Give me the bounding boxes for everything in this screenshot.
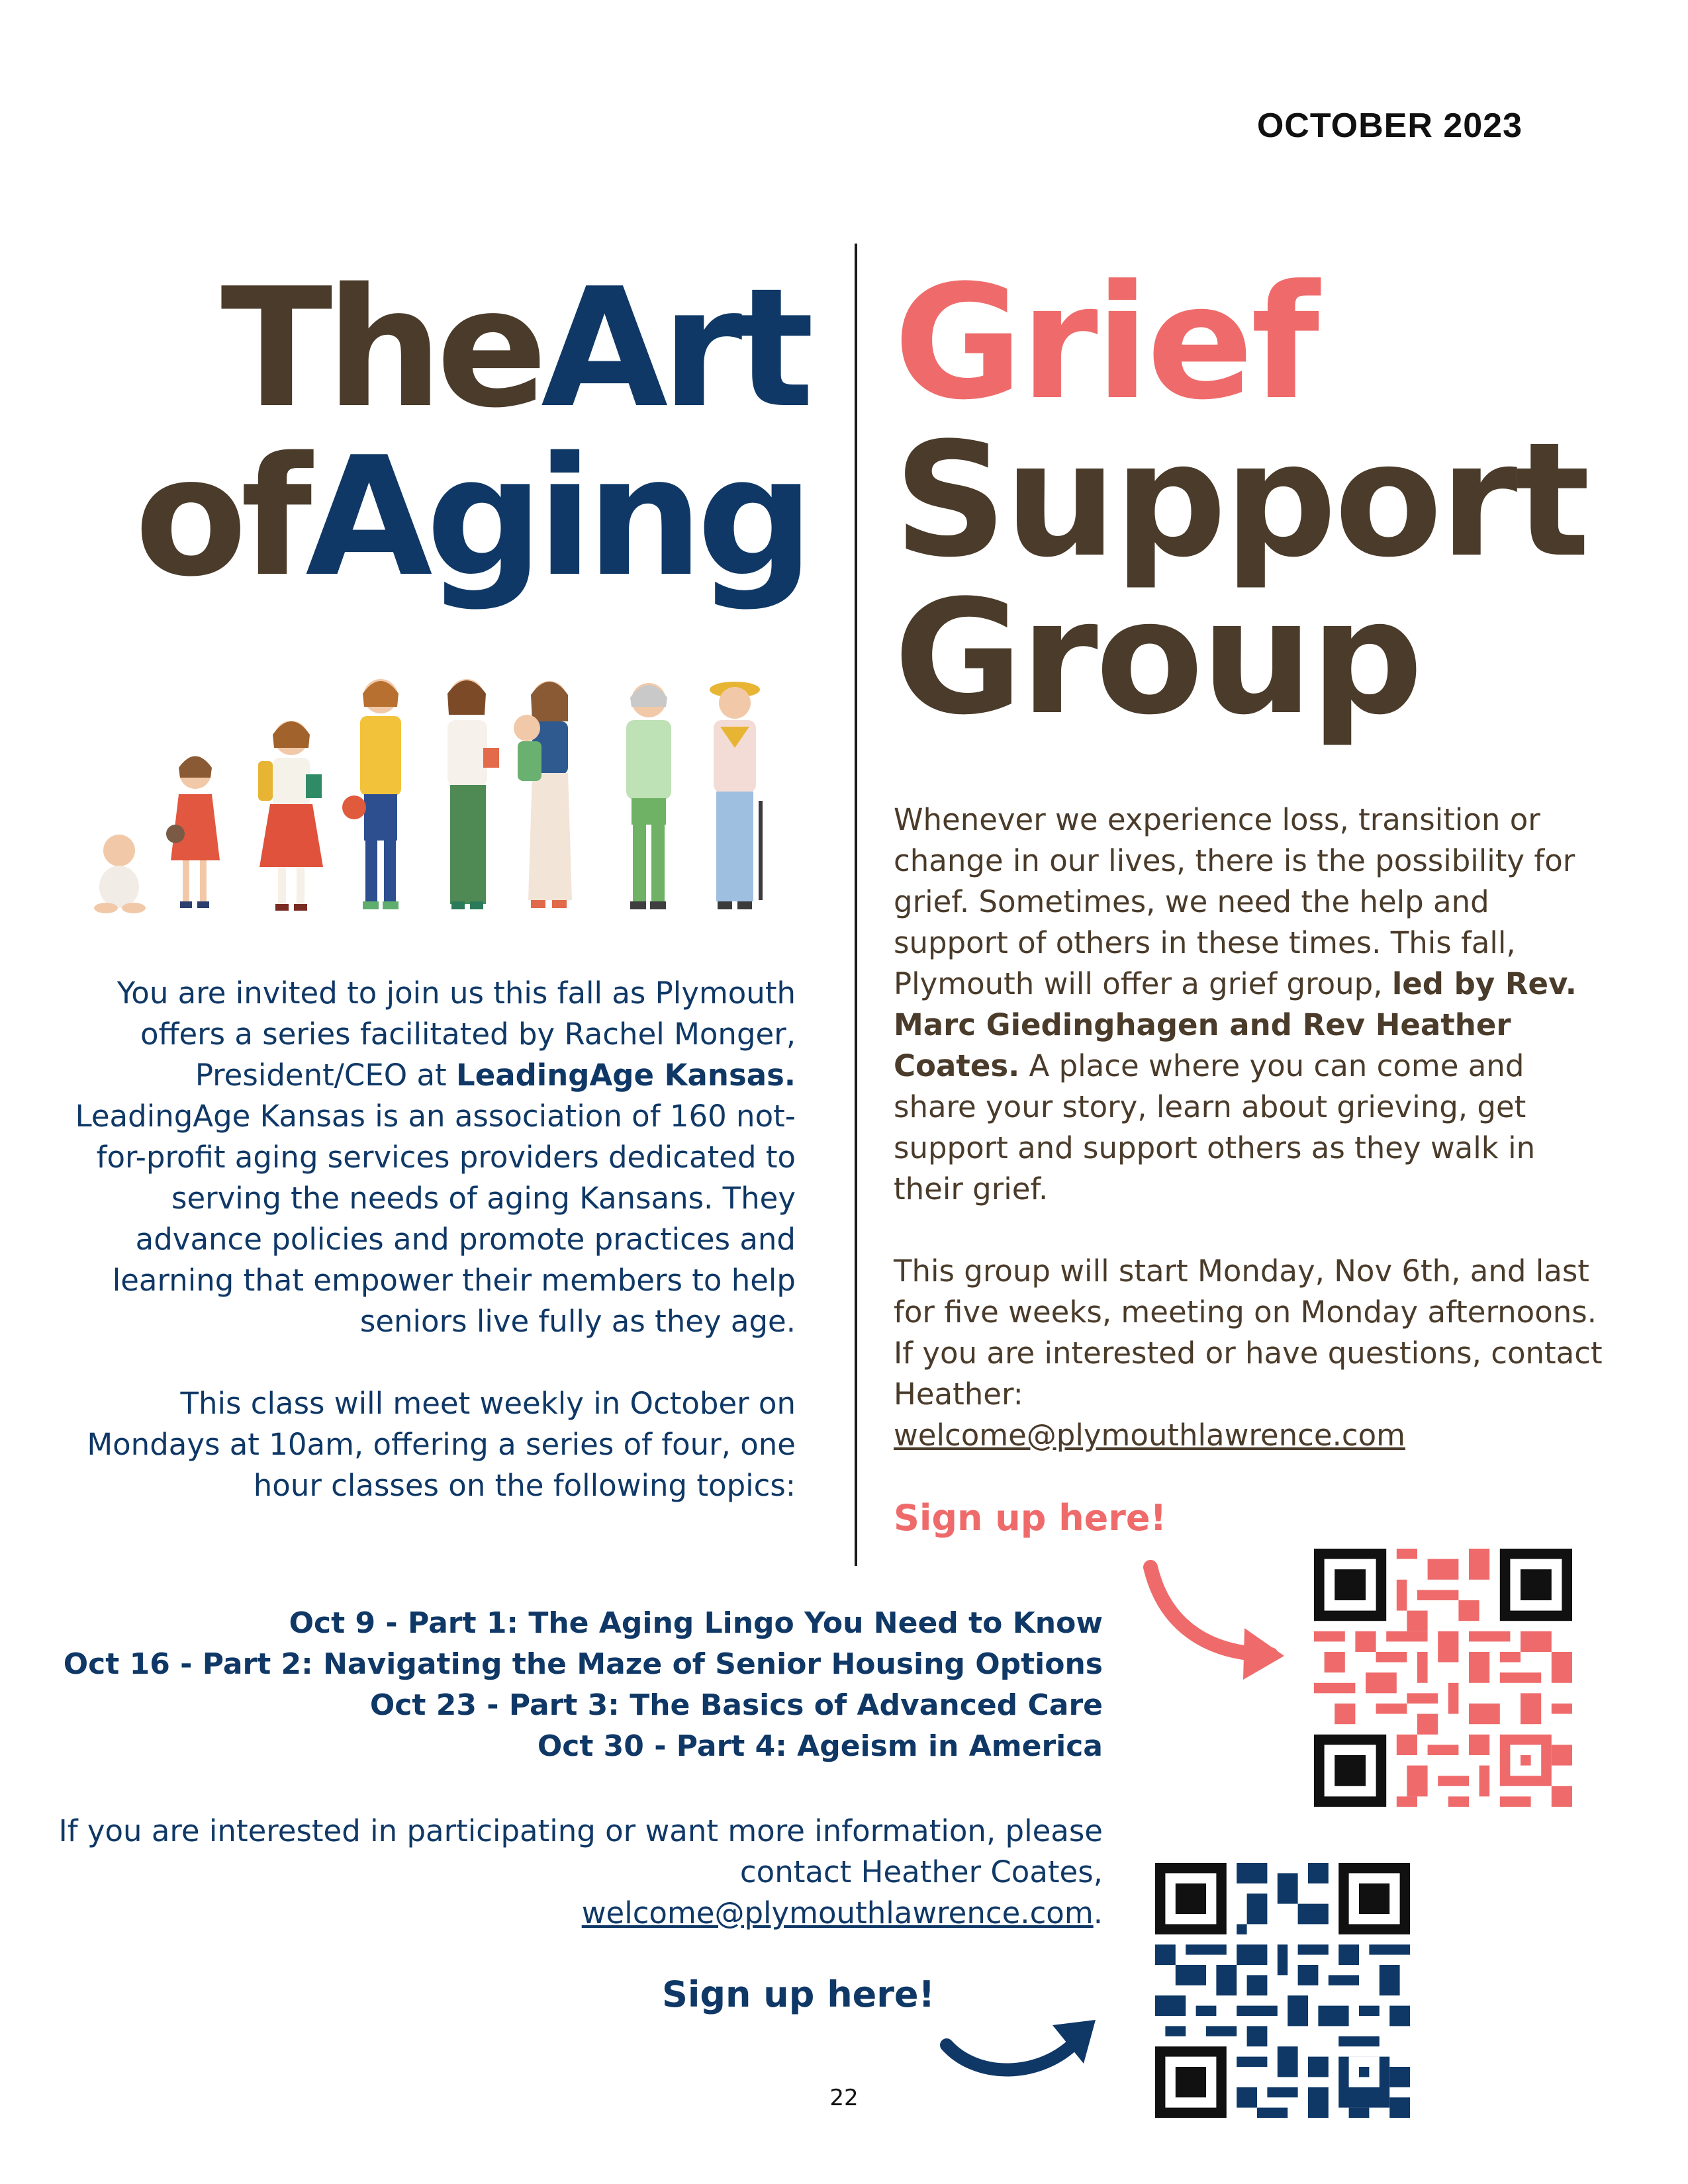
elderly-figure — [710, 682, 763, 909]
grief-text: Whenever we experience loss, transition or change in our lives, there is the possibility for grief. Sometimes, we need the help and support of others in these times. This fall, Plymouth will offer a grief group, — [894, 802, 1575, 1001]
intro-paragraph — [60, 973, 796, 1342]
topic-item: Oct 30 - Part 4: Ageism in America — [537, 1729, 1103, 1763]
teen-figure — [342, 679, 401, 909]
grief-paragraph-1 — [894, 799, 1609, 1210]
intro-text-continued: LeadingAge Kansas is an association of 160 not-for-profit aging services providers dedicated to serving the needs of aging Kansans. They advance policies and promote practices and learning that empower their members to help seniors live fully as they age. — [75, 1099, 796, 1339]
contact-text: If you are interested in participating or want more information, please contact Heather Coates, — [58, 1813, 1103, 1889]
topic-item: Oct 16 - Part 2: Navigating the Maze of Senior Housing Options — [63, 1647, 1103, 1681]
topic-item: Oct 9 - Part 1: The Aging Lingo You Need to Know — [289, 1606, 1103, 1640]
title-word-the: The — [220, 253, 541, 444]
grief-text-continued: A place where you can come and share your story, learn about grieving, get support and support others as they walk in their grief. — [894, 1048, 1536, 1206]
curved-arrow-icon — [1139, 1555, 1297, 1688]
older-adult-figure — [626, 683, 671, 909]
parent-figure — [514, 681, 572, 908]
class-topics-list — [40, 1603, 1103, 1767]
title-group: Group — [894, 567, 1421, 750]
issue-date: OCTOBER 2023 — [1256, 107, 1523, 145]
topic-item: Oct 23 - Part 3: The Basics of Advanced Care — [369, 1688, 1103, 1722]
title-word-of: of — [134, 422, 306, 613]
title-grief: Grief — [894, 251, 1317, 435]
baby-figure — [94, 835, 146, 913]
grief-email-link[interactable]: welcome@plymouthlawrence.com — [894, 1418, 1405, 1453]
grief-signup-label: Sign up here! — [894, 1497, 1167, 1539]
young-woman-figure — [447, 679, 499, 909]
column-divider — [855, 244, 857, 1566]
toddler-figure — [166, 756, 220, 909]
title-word-aging: Aging — [305, 422, 808, 613]
curved-arrow-icon — [937, 2005, 1109, 2098]
grief-paragraph-2 — [894, 1251, 1609, 1456]
art-of-aging-signup-qr-code[interactable] — [1155, 1863, 1410, 2118]
art-of-aging-body — [60, 973, 796, 1547]
contact-period: . — [1093, 1895, 1103, 1931]
grief-group-body — [894, 799, 1609, 1456]
art-of-aging-contact — [40, 1811, 1103, 1934]
page-number: 22 — [829, 2085, 859, 2111]
art-of-aging-title — [99, 253, 808, 613]
title-support: Support — [894, 409, 1588, 592]
title-word-art: Art — [541, 253, 808, 444]
intro-text: You are invited to join us this fall as Plymouth offers a series facilitated by Rachel Monger, President/CEO at — [117, 976, 796, 1093]
contact-email-link[interactable]: welcome@plymouthlawrence.com — [581, 1895, 1094, 1931]
intro-org: LeadingAge Kansas. — [456, 1058, 796, 1093]
grief-leaders: led by Rev. Marc Giedinghagen and Rev Heather Coates. — [894, 966, 1577, 1083]
grief-signup-qr-code[interactable] — [1314, 1549, 1572, 1807]
schedule-paragraph: This class will meet weekly in October on Mondays at 10am, offering a series of four, one hour classes on the following topics: — [87, 1386, 796, 1503]
child-figure — [258, 721, 323, 911]
grief-schedule: This group will start Monday, Nov 6th, and last for five weeks, meeting on Monday afternoons. If you are interested or have questions, contact Heather: — [894, 1253, 1603, 1412]
art-of-aging-signup-label: Sign up here! — [662, 1974, 935, 2015]
grief-support-title — [894, 251, 1655, 750]
people-ages-illustration — [79, 668, 801, 933]
